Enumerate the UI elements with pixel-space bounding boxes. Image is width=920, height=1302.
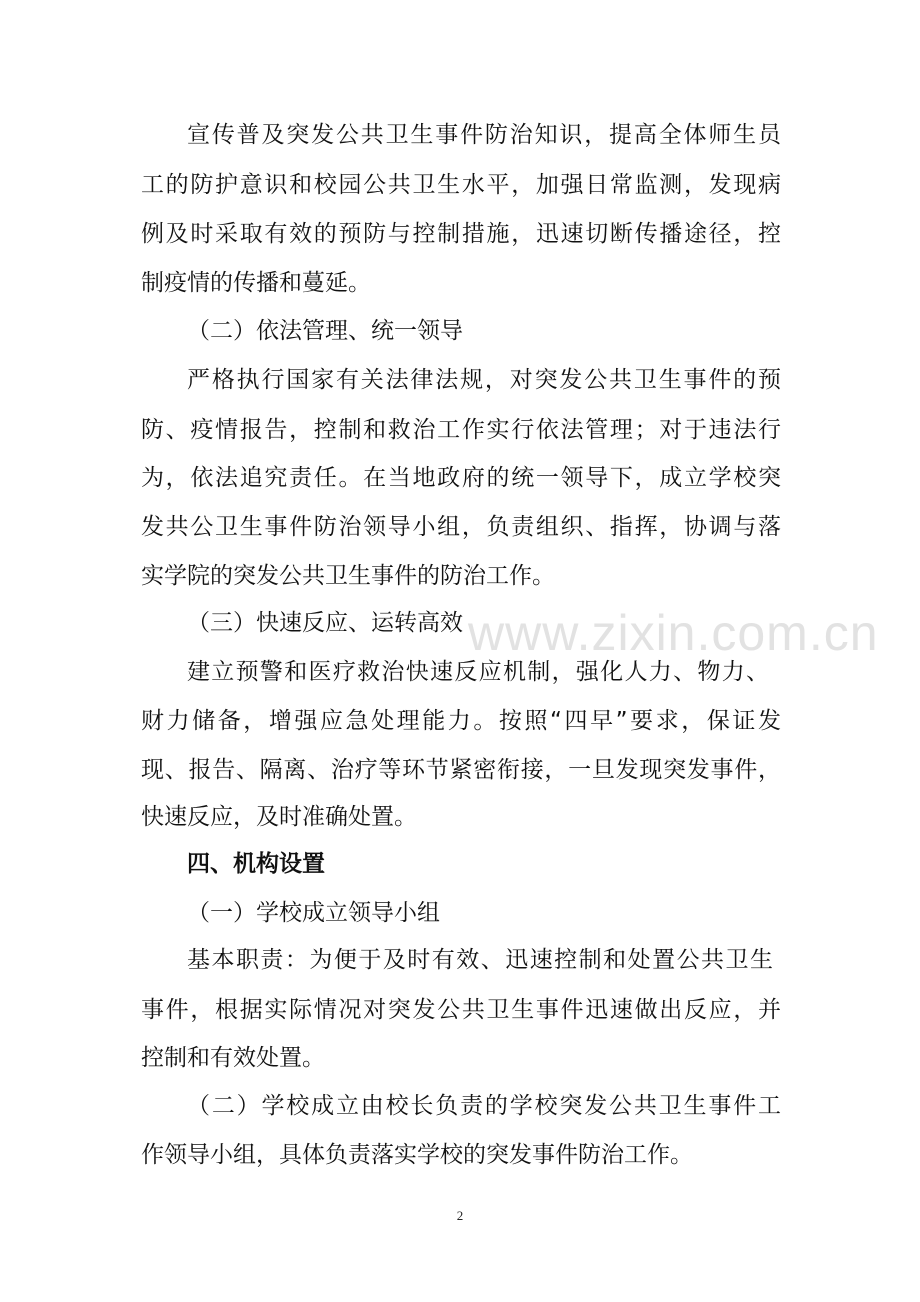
paragraph-line: 快速反应，及时准确处置。	[141, 804, 417, 830]
paragraph-line: 工的防护意识和校园公共卫生水平，加强日常监测，发现病	[141, 172, 781, 198]
watermark: www.zixin.com.cn	[468, 605, 879, 661]
paragraph-line: 控制和有效处置。	[141, 1045, 325, 1071]
paragraph-line: 基本职责：为便于及时有效、迅速控制和处置公共卫生	[187, 947, 773, 973]
paragraph-line: 现、报告、隔离、治疗等环节紧密衔接，一旦发现突发事件，	[141, 757, 781, 783]
paragraph-line: 事件，根据实际情况对突发公共卫生事件迅速做出反应，并	[141, 997, 781, 1023]
paragraph-line: 建立预警和医疗救治快速反应机制，强化人力、物力、	[187, 659, 769, 685]
paragraph-line: （二）学校成立由校长负责的学校突发公共卫生事件工	[187, 1093, 781, 1119]
paragraph-line: 作领导小组，具体负责落实学校的突发事件防治工作。	[141, 1142, 693, 1168]
paragraph-line: 财力储备，增强应急处理能力。按照“四早”要求，保证发	[141, 708, 781, 734]
paragraph-line: 宣传普及突发公共卫生事件防治知识，提高全体师生员	[187, 122, 781, 148]
paragraph-line: 实学院的突发公共卫生事件的防治工作。	[141, 563, 555, 589]
paragraph-line: 严格执行国家有关法律法规，对突发公共卫生事件的预	[187, 367, 781, 393]
paragraph-line: 为，依法追究责任。在当地政府的统一领导下，成立学校突	[141, 465, 781, 491]
page-number: 2	[456, 1208, 464, 1223]
section-subheading: （二）依法管理、统一领导	[187, 318, 463, 344]
paragraph-line: 发共公卫生事件防治领导小组，负责组织、指挥，协调与落	[141, 514, 781, 540]
section-subheading: （一）学校成立领导小组	[187, 900, 440, 926]
paragraph-line: 防、疫情报告，控制和救治工作实行依法管理；对于违法行	[141, 417, 781, 443]
paragraph-line: 例及时采取有效的预防与控制措施，迅速切断传播途径，控	[141, 221, 781, 247]
paragraph-line: 制疫情的传播和蔓延。	[141, 270, 371, 296]
section-heading: 四、机构设置	[187, 851, 325, 877]
section-subheading: （三）快速反应、运转高效	[187, 610, 463, 636]
